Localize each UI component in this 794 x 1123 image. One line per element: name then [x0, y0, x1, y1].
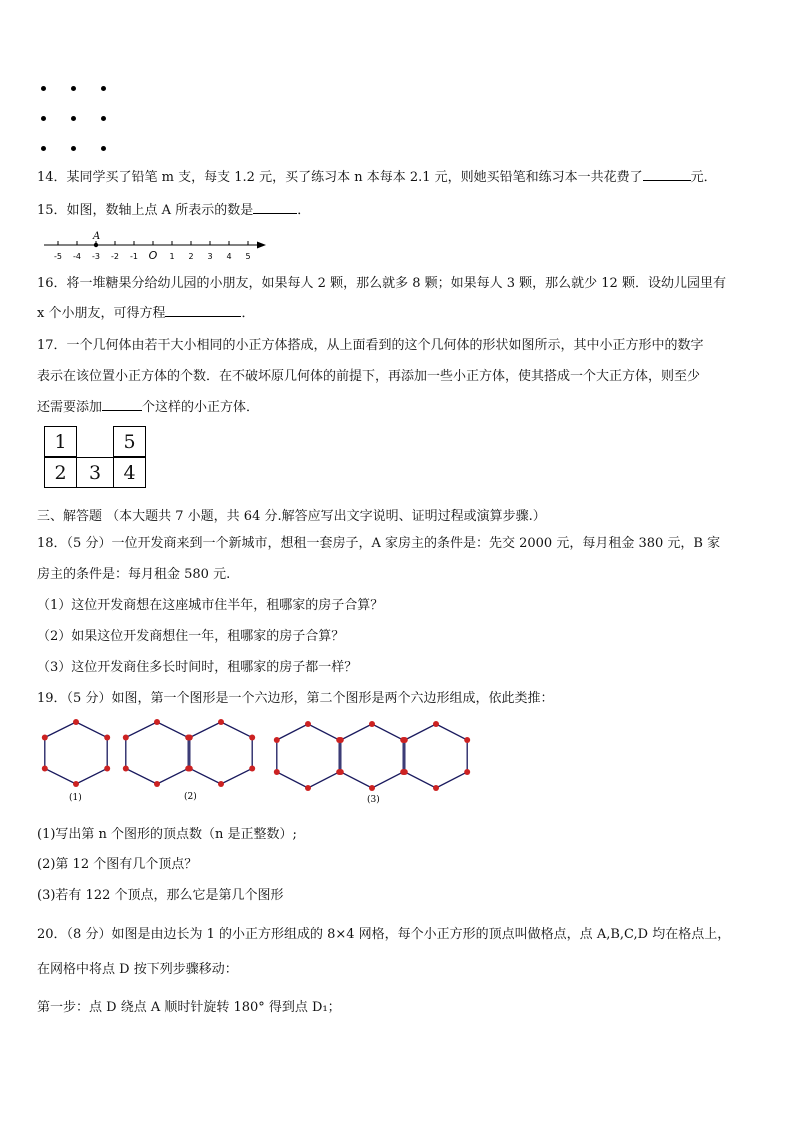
tick-label: O — [148, 249, 158, 262]
question-19-part3 — [37, 884, 284, 903]
hexagon-vertex — [123, 766, 129, 772]
tick-label: -1 — [130, 252, 138, 261]
dot — [71, 116, 76, 121]
question-16-suffix: ． — [241, 306, 255, 321]
tick-label: 4 — [226, 252, 232, 261]
answer-blank — [102, 410, 142, 411]
hexagon — [277, 724, 339, 788]
hexagon-vertex — [249, 766, 255, 772]
cell-r2c3: 4 — [113, 457, 146, 488]
hexagon-vertex — [187, 735, 193, 741]
tick-label: 3 — [207, 252, 213, 261]
hexagon-vertex — [42, 735, 48, 741]
hexagon-vertex — [154, 781, 160, 787]
hexagon-vertex — [402, 769, 408, 775]
point-a-label: A — [93, 231, 101, 242]
question-19-part-text: (1)写出第 n 个图形的顶点数（n 是正整数）; — [37, 827, 297, 842]
figure-label-1: (1) — [69, 793, 82, 803]
question-17-line3 — [37, 396, 259, 415]
question-18-line2 — [37, 563, 230, 582]
dot — [101, 86, 106, 91]
hexagon-vertex — [154, 719, 160, 725]
question-17-text: 表示在该位置小正方体的个数．在不破坏原几何体的前提下，再添加一些小正方体，使其搭成一个大正方体，则至少 — [37, 369, 701, 384]
question-19-part-text: (3)若有 122 个顶点，那么它是第几个图形 — [37, 888, 284, 903]
figure-label-3: (3) — [367, 795, 380, 805]
point-a-marker — [94, 243, 98, 247]
answer-blank — [165, 316, 241, 317]
cell-r2c2: 3 — [77, 457, 113, 488]
question-20-text: 第一步：点 D 绕点 A 顺时针旋转 180° 得到点 D₁； — [37, 1000, 341, 1015]
hexagon-vertex — [464, 737, 470, 743]
question-15-suffix: ． — [297, 203, 311, 218]
question-18-part3 — [37, 656, 357, 675]
tick-label: 2 — [188, 252, 194, 261]
answer-blank — [253, 213, 297, 214]
dot — [71, 86, 76, 91]
number-line-arrow — [257, 242, 266, 249]
question-18-part1 — [37, 594, 383, 613]
cell-r2c1: 2 — [44, 457, 77, 488]
hexagon-vertex — [369, 721, 375, 727]
tick-label: -5 — [54, 252, 62, 261]
question-20-line3 — [37, 996, 341, 1015]
question-20-text: 20．（8 分）如图是由边长为 1 的小正方形组成的 8×4 网格，每个小正方形的顶点叫做格点，点 A,B,C,D 均在格点上， — [37, 927, 731, 942]
question-17-text: 个这样的小正方体． — [142, 400, 260, 415]
hexagon-figures — [0, 712, 794, 812]
answer-blank — [643, 180, 691, 181]
hexagon-vertex — [42, 766, 48, 772]
hexagon-vertex — [338, 737, 344, 743]
tick-label: -3 — [92, 252, 100, 261]
question-17-line2 — [37, 365, 700, 384]
question-18-part-text: （1）这位开发商想在这座城市住半年，租哪家的房子合算？ — [37, 598, 384, 613]
question-19-part-text: (2)第 12 个图有几个顶点？ — [37, 857, 198, 872]
dot — [41, 116, 46, 121]
question-18-line1 — [37, 532, 720, 551]
question-16-line2 — [37, 302, 254, 321]
hexagon — [341, 724, 403, 788]
question-17-text: 还需要添加 — [37, 400, 103, 415]
question-14-suffix: 元． — [690, 170, 717, 185]
dot — [41, 146, 46, 151]
hexagon-vertex — [104, 766, 110, 772]
question-15-text: 15．如图，数轴上点 A 所表示的数是 — [37, 203, 254, 218]
section-heading-text: 三、解答题 （本大题共 7 小题，共 64 分.解答应写出文字说明、证明过程或演算步骤.） — [37, 509, 546, 524]
question-20-line2 — [37, 958, 238, 977]
hexagon-vertex — [123, 735, 129, 741]
question-16-text: x 个小朋友，可得方程 — [37, 306, 166, 321]
question-16-line1 — [37, 272, 726, 291]
hexagon-vertex — [464, 769, 470, 775]
question-19-text: 19．（5 分）如图，第一个图形是一个六边形，第二个图形是两个六边形组成，依此类推： — [37, 691, 554, 706]
tick-label: 1 — [169, 252, 175, 261]
tick-label: -2 — [111, 252, 119, 261]
question-19-line1 — [37, 687, 553, 706]
question-14 — [37, 166, 717, 185]
section-heading — [37, 505, 546, 524]
cell-r1c1: 1 — [44, 426, 77, 457]
question-16-text: 16．将一堆糖果分给幼儿园的小朋友，如果每人 2 颗，那么就多 8 颗；如果每人 3 颗，那么就少 12 颗．设幼儿园里有 — [37, 276, 726, 291]
question-18-part-text: （3）这位开发商住多长时间时，租哪家的房子都一样？ — [37, 660, 358, 675]
tick-label: 5 — [245, 252, 251, 261]
hexagon — [190, 722, 252, 784]
question-17-text: 17．一个几何体由若干大小相同的小正方体搭成，从上面看到的这个几何体的形状如图所示，其中小正方形中的数字 — [37, 338, 704, 353]
question-18-text: 房主的条件是：每月租金 580 元. — [37, 567, 231, 582]
hexagon-vertex — [218, 781, 224, 787]
dot — [71, 146, 76, 151]
hexagon-vertex — [305, 785, 311, 791]
number-line-figure — [40, 226, 270, 264]
dot — [101, 116, 106, 121]
hexagon-vertex — [274, 737, 280, 743]
figure-label-2: (2) — [184, 792, 197, 802]
question-14-text: 14．某同学买了铅笔 m 支，每支 1.2 元，买了练习本 n 本每本 2.1 元，则她买铅笔和练习本一共花费了 — [37, 170, 643, 185]
hexagon-vertex — [73, 719, 79, 725]
hexagon — [405, 724, 467, 788]
hexagon-vertex — [249, 735, 255, 741]
hexagon-vertex — [338, 769, 344, 775]
hexagon — [45, 722, 107, 784]
hexagon-vertex — [104, 735, 110, 741]
hexagon-vertex — [73, 781, 79, 787]
number-line-ticks — [54, 241, 251, 262]
hexagon-vertex — [369, 785, 375, 791]
dot — [41, 86, 46, 91]
question-17-line1 — [37, 334, 704, 353]
cell-r1c3: 5 — [113, 426, 146, 457]
question-18-part2 — [37, 625, 344, 644]
hexagon-vertex — [187, 766, 193, 772]
hexagon-vertex — [274, 769, 280, 775]
hexagon-vertex — [433, 721, 439, 727]
hexagon-vertex — [433, 785, 439, 791]
hexagon-vertex — [218, 719, 224, 725]
question-15 — [37, 199, 310, 218]
hexagon-vertex — [305, 721, 311, 727]
question-19-part1 — [37, 823, 297, 842]
hexagon — [126, 722, 188, 784]
hexagon-vertex — [402, 737, 408, 743]
question-20-text: 在网格中将点 D 按下列步骤移动： — [37, 962, 238, 977]
question-18-text: 18．（5 分）一位开发商来到一个新城市，想租一套房子，A 家房主的条件是：先交 2000 元，每月租金 380 元，B 家 — [37, 536, 721, 551]
tick-label: -4 — [73, 252, 81, 261]
question-20-line1 — [37, 923, 730, 942]
question-19-part2 — [37, 853, 197, 872]
dot — [101, 146, 106, 151]
question-18-part-text: （2）如果这位开发商想住一年，租哪家的房子合算？ — [37, 629, 345, 644]
